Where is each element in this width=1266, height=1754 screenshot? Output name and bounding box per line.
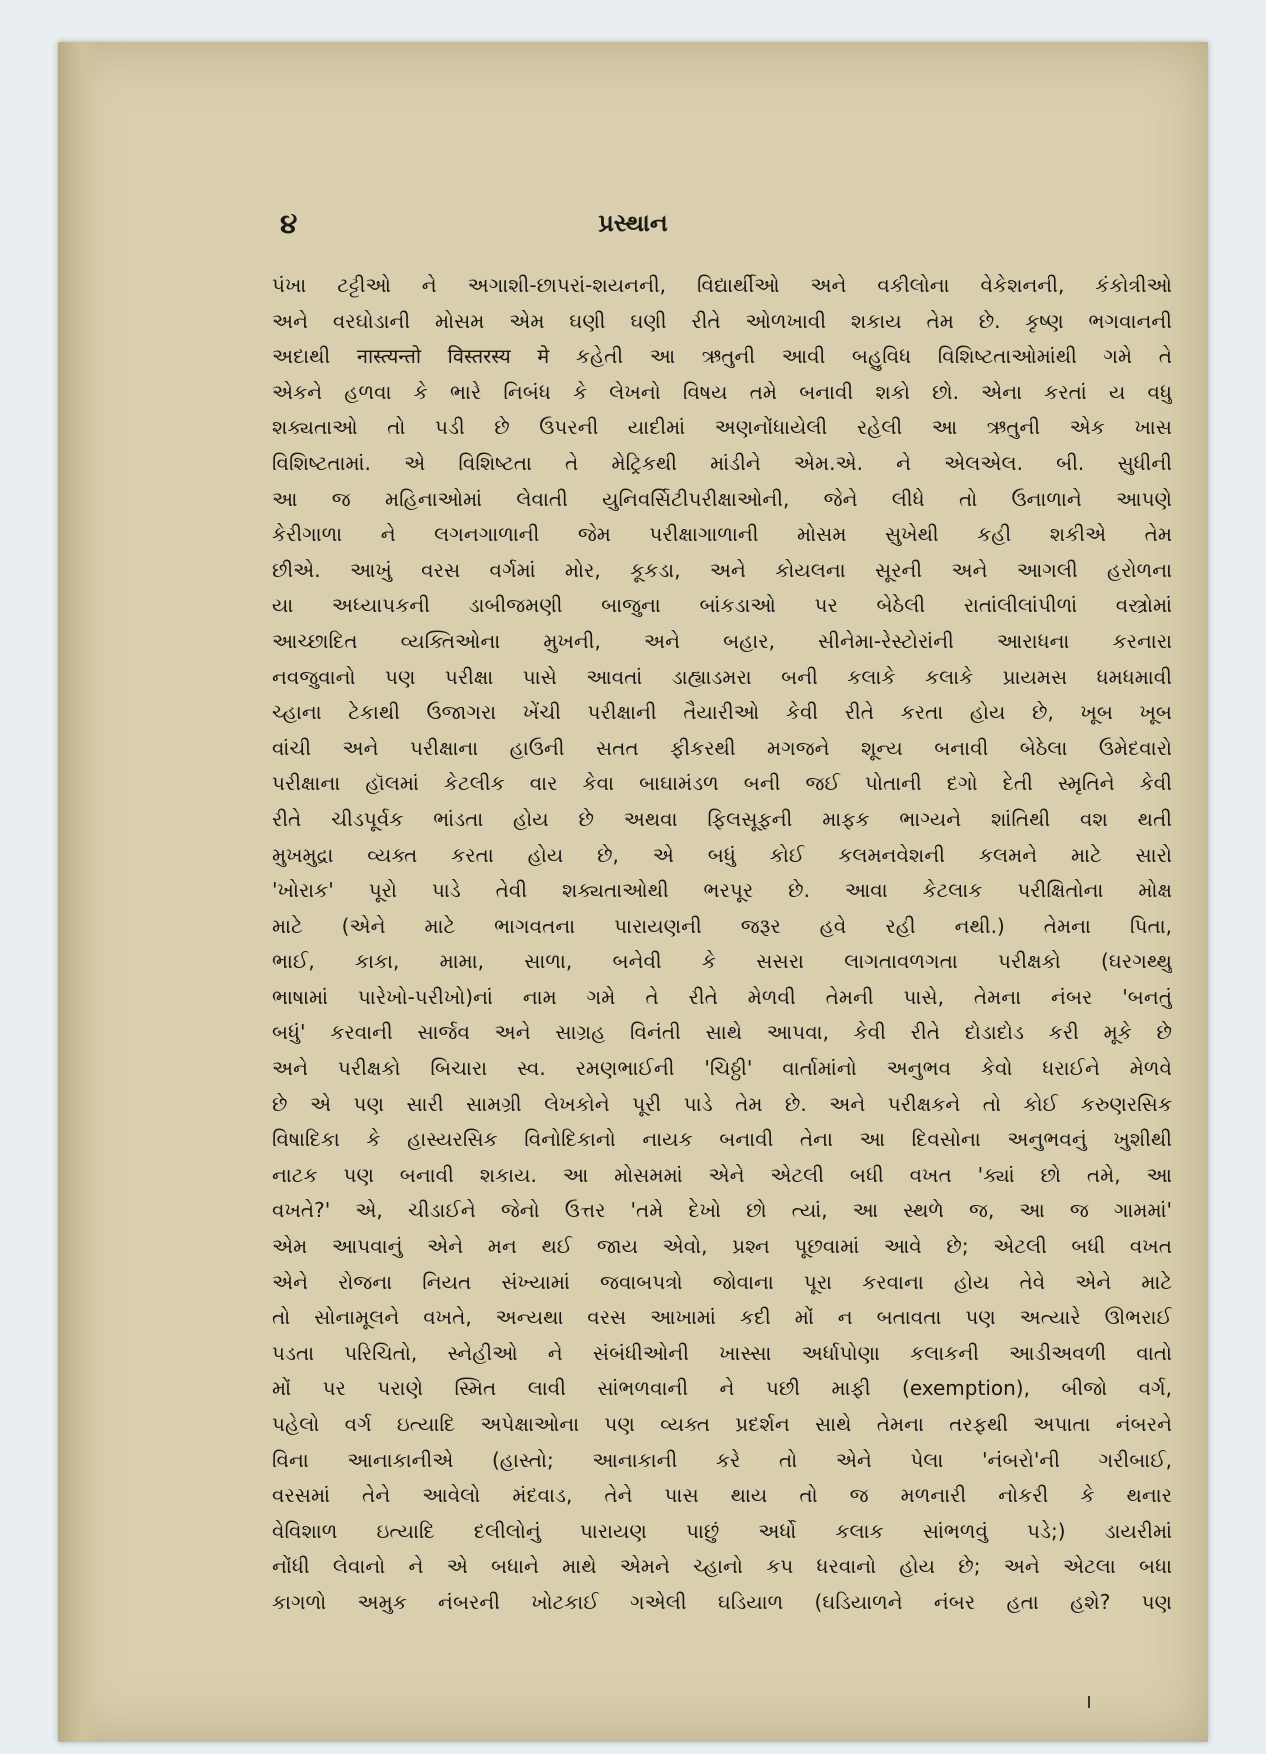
text-line: એને રોજના નિયત સંખ્યામાં જવાબપત્રો જોવાના પૂરા કરવાના હોય તેવે એને માટે [272,1269,1172,1294]
print-mark [1088,1696,1090,1708]
text-line: એકને હળવા કે ભારે નિબંધ કે લેખનો વિષય તમે બનાવી શકો છો. એના કરતાં ય વધુ [272,379,1172,404]
text-line: રીતે ચીડપૂર્વક ભાંડતા હોય છે અથવા ફિલસૂફની માફક ભાગ્યને શાંતિથી વશ થતી [272,806,1172,831]
page-binding-edge [58,42,98,1742]
text-line: માટે (એને માટે ભાગવતના પારાયણની જરૂર હવે રહી નથી.) તેમના પિતા, [272,913,1172,938]
text-line: કાગળો અમુક નંબરની ખોટકાઈ ગએલી ઘડિયાળ (ઘડિયાળને નંબર હતા હશે? પણ [272,1589,1172,1614]
text-line: ભાઈ, કાકા, મામા, સાળા, બનેવી કે સસરા લાગતાવળગતા પરીક્ષકો (ઘરગથ્થુ [272,949,1172,974]
text-line: નવજુવાનો પણ પરીક્ષા પાસે આવતાં ડાહ્યાડમરા બની કલાકે કલાકે પ્રાયમસ ધમધમાવી [272,664,1172,689]
text-line: નોંધી લેવાનો ને એ બધાને માથે એમને ચ્હાનો કપ ધરવાનો હોય છે; અને એટલા બધા [272,1554,1172,1579]
text-line: અદાથી नास्त्यन्तो विस्तरस्य मे કહેતી આ ઋતુની આવી બહુવિધ વિશિષ્ટતાઓમાંથી ગમે તે [272,344,1172,369]
text-line: વિશિષ્ટતામાં. એ વિશિષ્ટતા તે મેટ્રિકથી માંડીને એમ.એ. ને એલએલ. બી. સુધીની [272,450,1172,475]
text-line: આચ્છાદિત વ્યક્તિઓના મુખની, અને બહાર, સીનેમા-રેસ્ટોરાંની આરાધના કરનારા [272,628,1172,653]
page-number: ૪ [280,207,298,240]
text-line: વિના આનાકાનીએ (હાસ્તો; આનાકાની કરે તો એને પેલા 'નંબરો'ની ગરીબાઈ, [272,1447,1172,1472]
text-line: નાટક પણ બનાવી શકાય. આ મોસમમાં એને એટલી બધી વખત 'ક્યાં છો તમે, આ [272,1162,1172,1187]
page-header [58,207,1208,247]
text-line: કેરીગાળા ને લગનગાળાની જેમ પરીક્ષાગાળાની મોસમ સુખેથી કહી શકીએ તેમ [272,522,1172,547]
text-line: તો સોનામૂલને વખતે, અન્યથા વરસ આખામાં કદી મોં ન બતાવતા પણ અત્યારે ઊભરાઈ [272,1305,1172,1330]
text-line: 'ખોરાક' પૂરો પાડે તેવી શક્યતાઓથી ભરપૂર છે. આવા કેટલાક પરીક્ષિતોના મોક્ષ [272,878,1172,903]
text-line: મોં પર પરાણે સ્મિત લાવી સાંભળવાની ને પછી માફી (exemption), બીજો વર્ગ, [272,1376,1172,1401]
text-line: છે એ પણ સારી સામગ્રી લેખકોને પૂરી પાડે તેમ છે. અને પરીક્ષકને તો કોઈ કરુણરસિક [272,1091,1172,1116]
text-line: વખતે?' એ, ચીડાઈને જેનો ઉત્તર 'તમે દેખો છો ત્યાં, આ સ્થળે જ, આ જ ગામમાં' [272,1198,1172,1223]
text-line: યા અધ્યાપકની ડાબીજમણી બાજુના બાંકડાઓ પર બેઠેલી રાતાંલીલાંપીળાં વસ્ત્રોમાં [272,593,1172,618]
text-line: અને વરઘોડાની મોસમ એમ ઘણી ઘણી રીતે ઓળખાવી શકાય તેમ છે. કૃષ્ણ ભગવાનની [272,308,1172,333]
text-line: મુખમુદ્રા વ્યક્ત કરતા હોય છે, એ બધું કોઈ કલમનવેશની કલમને માટે સારો [272,842,1172,867]
running-title: પ્રસ્થાન [598,209,668,237]
text-line: એમ આપવાનું એને મન થઈ જાય એવો, પ્રશ્ન પૂછવામાં આવે છે; એટલી બધી વખત [272,1234,1172,1259]
text-line: બધું' કરવાની સાર્જવ અને સાગ્રહ વિનંતી સાથે આપવા, કેવી રીતે દોડાદોડ કરી મૂકે છે [272,1020,1172,1045]
text-line: આ જ મહિનાઓમાં લેવાતી યુનિવર્સિટીપરીક્ષાઓની, જેને લીધે તો ઉનાળાને આપણે [272,486,1172,511]
body-text [272,268,1172,1621]
text-line: પડતા પરિચિતો, સ્નેહીઓ ને સંબંધીઓની ખાસ્સા અર્ધાપોણા કલાકની આડીઅવળી વાતો [272,1340,1172,1365]
book-page [58,42,1208,1742]
text-line: પરીક્ષાના હૉલમાં કેટલીક વાર કેવા બાઘામંડળ બની જઈ પોતાની દગો દેતી સ્મૃતિને કેવી [272,771,1172,796]
text-line: છીએ. આખું વરસ વર્ગમાં મોર, કૂકડા, અને કોયલના સૂરની અને આગલી હરોળના [272,557,1172,582]
text-line: અને પરીક્ષકો બિચારા સ્વ. રમણભાઈની 'ચિઠ્ઠી' વાર્તામાંનો અનુભવ કેવો ધરાઈને મેળવે [272,1056,1172,1081]
text-line: ચ્હાના ટેકાથી ઉજાગરા ખેંચી પરીક્ષાની તૈયારીઓ કેવી રીતે કરતા હોય છે, ખૂબ ખૂબ [272,700,1172,725]
text-line: વરસમાં તેને આવેલો મંદવાડ, તેને પાસ થાય તો જ મળનારી નોકરી કે થનાર [272,1483,1172,1508]
text-line: વિષાદિકા કે હાસ્યરસિક વિનોદિકાનો નાયક બનાવી તેના આ દિવસોના અનુભવનું ખુશીથી [272,1127,1172,1152]
text-line: વાંચી અને પરીક્ષાના હાઉની સતત ફીકરથી મગજને શૂન્ય બનાવી બેઠેલા ઉમેદવારો [272,735,1172,760]
text-line: પહેલો વર્ગ ઇત્યાદિ અપેક્ષાઓના પણ વ્યક્ત પ્રદર્શન સાથે તેમના તરફથી અપાતા નંબરને [272,1412,1172,1436]
text-line: પંખા ટટ્ટીઓ ને અગાશી-છાપરાં-શયનની, વિદ્યાર્થીઓ અને વકીલોના વેકેશનની, કંકોત્રીઓ [272,273,1172,297]
text-line: શક્યતાઓ તો પડી છે ઉપરની યાદીમાં અણનોંધાયેલી રહેલી આ ઋતુની એક ખાસ [272,415,1172,440]
text-line: ભાષામાં પારેખો-પરીખો)નાં નામ ગમે તે રીતે મેળવી તેમની પાસે, તેમના નંબર 'બનતું [272,984,1172,1009]
text-line: વેવિશાળ ઇત્યાદિ દલીલોનું પારાયણ પાછું અર્ધો કલાક સાંભળવું પડે;) ડાયરીમાં [272,1518,1172,1543]
